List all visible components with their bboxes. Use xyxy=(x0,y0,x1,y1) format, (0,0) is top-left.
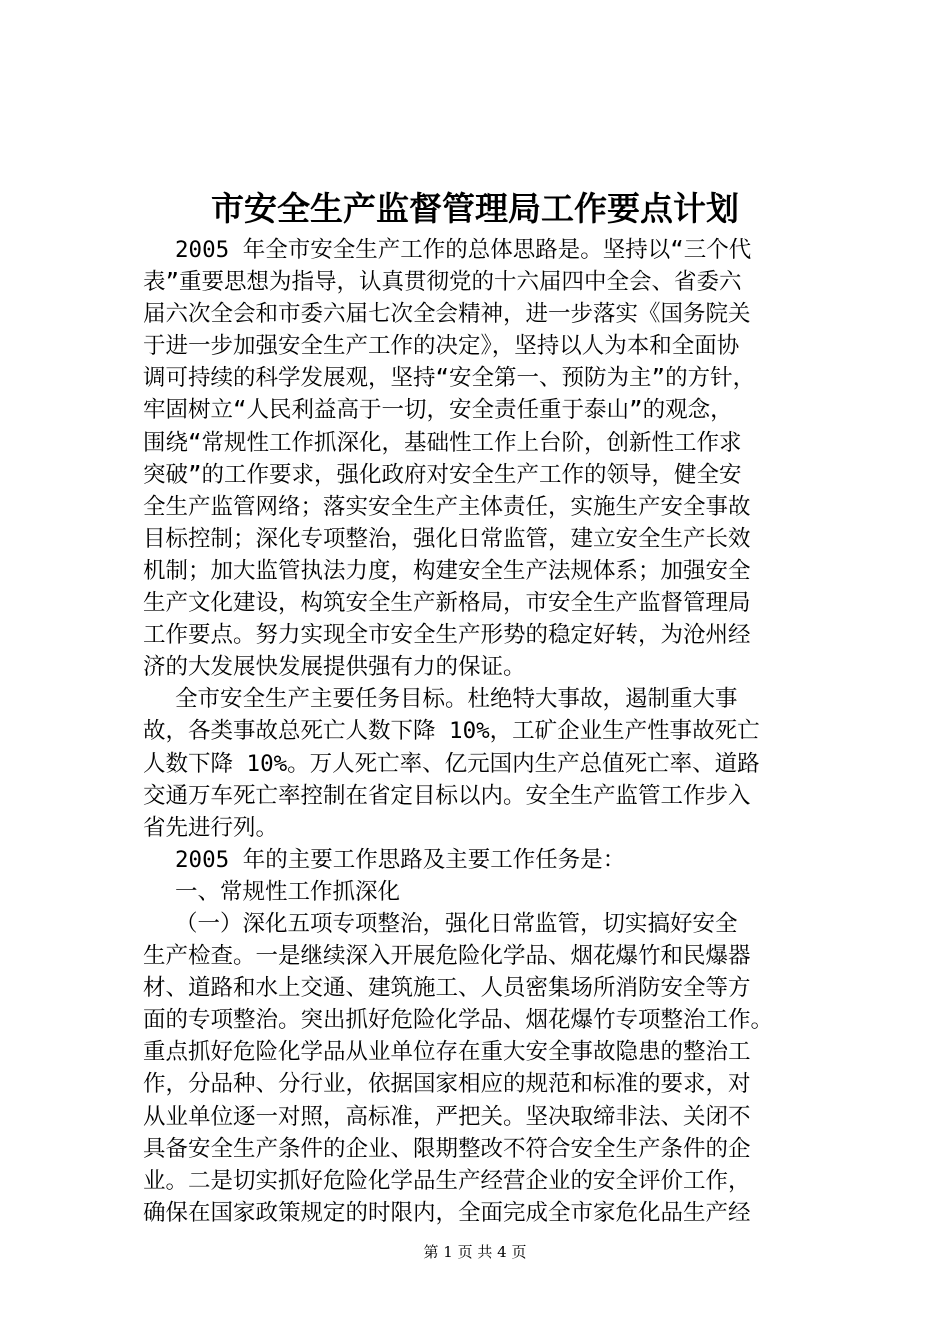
paragraph-line: 于进一步加强安全生产工作的决定》，坚持以人为本和全面协 xyxy=(143,333,740,360)
paragraph-line: 确保在国家政策规定的时限内，全面完成全市家危化品生产经 xyxy=(143,1199,751,1226)
paragraph-line: 生产文化建设，构筑安全生产新格局，市安全生产监督管理局 xyxy=(143,590,751,617)
paragraph-line: （一）深化五项专项整治，强化日常监管，切实搞好安全 xyxy=(175,910,738,937)
paragraph-line: 工作要点。努力实现全市安全生产形势的稳定好转，为沧州经 xyxy=(143,622,751,649)
paragraph-line: 牢固树立“人民利益高于一切，安全责任重于泰山”的观念， xyxy=(143,397,733,424)
paragraph-line: 目标控制；深化专项整治，强化日常监管，建立安全生产长效 xyxy=(143,525,751,552)
paragraph-line: 围绕“常规性工作抓深化，基础性工作上台阶，创新性工作求 xyxy=(143,429,742,456)
paragraph-line: 全市安全生产主要任务目标。杜绝特大事故，遏制重大事 xyxy=(175,686,738,713)
paragraph-line: 面的专项整治。突出抓好危险化学品、烟花爆竹专项整治工作。 xyxy=(143,1007,774,1034)
paragraph-line: 机制；加大监管执法力度，构建安全生产法规体系；加强安全 xyxy=(143,557,751,584)
paragraph-line: 材、道路和水上交通、建筑施工、人员密集场所消防安全等方 xyxy=(143,975,751,1002)
paragraph-line: 济的大发展快发展提供强有力的保证。 xyxy=(143,654,526,681)
paragraph-line: 从业单位逐一对照，高标准，严把关。坚决取缔非法、关闭不 xyxy=(143,1103,751,1130)
paragraph-line: 业。二是切实抓好危险化学品生产经营企业的安全评价工作， xyxy=(143,1167,751,1194)
paragraph-line: 人数下降 10%。万人死亡率、亿元国内生产总值死亡率、道路 xyxy=(143,750,760,777)
paragraph-line: 表”重要思想为指导，认真贯彻党的十六届四中全会、省委六 xyxy=(143,269,742,296)
paragraph-line: 届六次全会和市委六届七次全会精神，进一步落实《国务院关 xyxy=(143,301,751,328)
section-heading: 一、常规性工作抓深化 xyxy=(175,878,401,905)
paragraph-line: 2005 年的主要工作思路及主要工作任务是： xyxy=(175,846,626,873)
paragraph-line: 突破”的工作要求，强化政府对安全生产工作的领导，健全安 xyxy=(143,461,742,488)
paragraph-line: 全生产监管网络；落实安全生产主体责任，实施生产安全事故 xyxy=(143,493,751,520)
paragraph-line: 2005 年全市安全生产工作的总体思路是。坚持以“三个代 xyxy=(175,237,752,263)
paragraph-line: 省先进行列。 xyxy=(143,814,279,841)
document-body xyxy=(143,234,833,1229)
paragraph-line: 调可持续的科学发展观，坚持“安全第一、预防为主”的方针， xyxy=(143,365,756,392)
paragraph-line: 重点抓好危险化学品从业单位存在重大安全事故隐患的整治工 xyxy=(143,1039,751,1066)
paragraph-line: 具备安全生产条件的企业、限期整改不符合安全生产条件的企 xyxy=(143,1135,751,1162)
paragraph-line: 作，分品种、分行业，依据国家相应的规范和标准的要求，对 xyxy=(143,1071,751,1098)
paragraph-line: 故，各类事故总死亡人数下降 10%，工矿企业生产性事故死亡 xyxy=(143,718,760,745)
paragraph-line: 生产检查。一是继续深入开展危险化学品、烟花爆竹和民爆器 xyxy=(143,943,751,970)
page-footer: 第 1 页 共 4 页 xyxy=(423,1243,527,1261)
paragraph-line: 交通万车死亡率控制在省定目标以内。安全生产监管工作步入 xyxy=(143,782,751,809)
document-title: 市安全生产监督管理局工作要点计划 xyxy=(211,189,739,228)
